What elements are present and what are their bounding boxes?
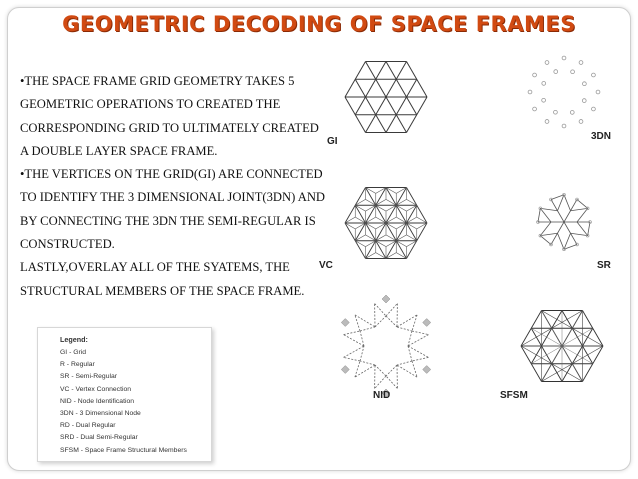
semi-regular-line <box>564 222 571 233</box>
grid-line <box>355 115 365 133</box>
3dn-node-diagram <box>517 50 611 134</box>
semi-regular-line <box>577 222 588 236</box>
node-circle <box>562 56 566 60</box>
node-marker <box>423 366 431 374</box>
grid-line <box>386 97 396 115</box>
grid-line <box>531 364 541 382</box>
grid-line <box>417 79 427 97</box>
text-line: •THE SPACE FRAME GRID GEOMETRY TAKES 5 <box>20 74 295 88</box>
label-gi: GI <box>327 136 338 147</box>
grid-line <box>396 79 406 97</box>
node-line <box>344 331 361 335</box>
member-line <box>562 328 572 346</box>
node-circle <box>571 70 575 74</box>
legend-heading: Legend: <box>60 335 88 344</box>
node-line <box>355 315 375 327</box>
legend-item: GI - Grid <box>60 349 87 356</box>
legend-item: SFSM - Space Frame Structural Members <box>60 446 187 454</box>
grid-line <box>366 79 376 97</box>
node-circle <box>554 70 558 74</box>
text-line: STRUCTURAL MEMBERS OF THE SPACE FRAME. <box>20 283 305 298</box>
text-line: BY CONNECTING THE 3DN THE SEMI-REGULAR IS <box>20 213 316 228</box>
legend-item: 3DN - 3 Dimensional Node <box>60 410 141 418</box>
label-vc: VC <box>319 260 333 271</box>
semi-regular-line <box>588 222 590 236</box>
legend-item: SRD - Dual Semi-Regular <box>60 434 138 442</box>
gi-grid-diagram <box>324 44 448 150</box>
semi-regular-line <box>564 211 571 222</box>
node-marker <box>341 366 349 374</box>
node-circle <box>570 110 574 114</box>
legend-item: SR - Semi-Regular <box>60 373 118 381</box>
node-line <box>375 316 386 327</box>
node-circle <box>582 99 586 103</box>
node-circle <box>592 107 596 111</box>
semi-regular-line <box>551 233 558 244</box>
node-line <box>386 376 397 389</box>
legend-item: NID - Node Identification <box>60 397 135 405</box>
text-line: LASTLY,OVERLAY ALL OF THE SYATEMS, THE <box>20 260 290 275</box>
node-circle <box>554 110 558 114</box>
node-marker <box>382 295 390 303</box>
node-line <box>375 304 386 317</box>
semi-regular-line <box>558 222 565 233</box>
grid-line <box>407 97 417 115</box>
grid-line <box>366 61 376 79</box>
semi-regular-line <box>540 236 551 245</box>
grid-line <box>366 115 376 133</box>
node-marker <box>423 319 431 327</box>
grid-line <box>355 61 365 79</box>
label-3dn: 3DN <box>591 131 612 142</box>
node-line <box>360 327 375 331</box>
node-line <box>412 331 429 335</box>
label-nid: NID <box>373 390 391 401</box>
node-circle <box>533 107 537 111</box>
node-circle <box>582 82 586 86</box>
semi-regular-line <box>538 208 540 222</box>
grid-line <box>407 61 417 79</box>
node-circle <box>528 90 532 94</box>
node-line <box>375 365 386 376</box>
text-line: A DOUBLE LAYER SPACE FRAME. <box>20 143 218 158</box>
grid-line <box>386 115 396 133</box>
grid-line <box>345 79 355 97</box>
semi-regular-line <box>558 211 565 222</box>
semi-regular-line <box>540 208 557 210</box>
node-line <box>408 335 429 346</box>
text-line: TO IDENTIFY THE 3 DIMENSIONAL JOINT(3DN) AND <box>20 190 326 205</box>
node-line <box>386 365 397 376</box>
node-line <box>397 365 417 377</box>
grid-line <box>396 115 406 133</box>
text-line: •THE VERTICES ON THE GRID(GI) ARE CONNECTED <box>20 167 323 182</box>
node-line <box>386 304 397 317</box>
node-circle <box>542 82 546 86</box>
legend-item: VC - Vertex Connection <box>60 385 132 393</box>
legend-item: RD - Dual Regular <box>60 422 116 430</box>
node-circle <box>533 73 537 77</box>
node-line <box>397 327 412 331</box>
semi-regular-line <box>540 233 557 235</box>
node-line <box>360 361 375 365</box>
node-line <box>397 361 412 365</box>
grid-line <box>583 310 593 328</box>
member-line <box>552 328 562 346</box>
semi-regular-line <box>564 195 571 211</box>
text-line: CORRESPONDING GRID TO ULTIMATELY CREATED <box>20 120 319 135</box>
node-circle <box>592 73 596 77</box>
grid-line <box>376 115 386 133</box>
text-line: CONSTRUCTED. <box>20 237 115 252</box>
node-line <box>375 376 386 389</box>
semi-regular-line <box>540 208 551 222</box>
grid-line <box>417 97 427 115</box>
grid-line <box>407 115 417 133</box>
grid-line <box>407 79 417 97</box>
semi-regular-line <box>577 199 588 208</box>
node-circle <box>579 61 583 65</box>
node-line <box>412 357 429 361</box>
grid-line <box>366 97 376 115</box>
sr-semiregular-diagram <box>517 180 611 264</box>
label-sfsm: SFSM <box>500 390 528 401</box>
grid-line <box>396 97 406 115</box>
grid-line <box>355 97 365 115</box>
grid-line <box>396 61 406 79</box>
grid-line <box>345 97 355 115</box>
node-line <box>344 346 365 357</box>
legend-item: R - Regular <box>60 361 95 369</box>
nid-node-diagram <box>324 293 448 399</box>
semi-regular-line <box>571 233 588 235</box>
semi-regular-line <box>571 233 578 244</box>
node-line <box>408 346 429 357</box>
node-line <box>344 357 361 361</box>
node-circle <box>545 61 549 65</box>
node-line <box>386 316 397 327</box>
body-text <box>20 70 325 303</box>
grid-line <box>376 61 386 79</box>
node-line <box>344 335 365 346</box>
vc-vertex-diagram <box>324 170 448 276</box>
grid-line <box>386 61 396 79</box>
node-circle <box>579 120 583 124</box>
grid-line <box>376 79 386 97</box>
legend-box <box>37 327 212 462</box>
grid-line <box>355 79 365 97</box>
node-marker <box>341 319 349 327</box>
node-circle <box>562 124 566 128</box>
node-circle <box>545 120 549 124</box>
label-sr: SR <box>597 260 611 271</box>
semi-regular-line <box>571 199 578 210</box>
semi-regular-line <box>577 208 588 222</box>
grid-line <box>583 364 593 382</box>
text-line: GEOMETRIC OPERATIONS TO CREATED THE <box>20 97 281 112</box>
grid-line <box>386 79 396 97</box>
slide-title: GEOMETRIC DECODING OF SPACE FRAMES <box>62 12 576 36</box>
node-circle <box>542 98 546 102</box>
grid-line <box>531 310 541 328</box>
sfsm-members-diagram <box>508 293 620 399</box>
node-circle <box>596 90 600 94</box>
semi-regular-line <box>558 233 565 249</box>
semi-regular-line <box>540 222 551 236</box>
semi-regular-line <box>571 208 588 210</box>
grid-line <box>376 97 386 115</box>
semi-regular-line <box>551 199 558 210</box>
